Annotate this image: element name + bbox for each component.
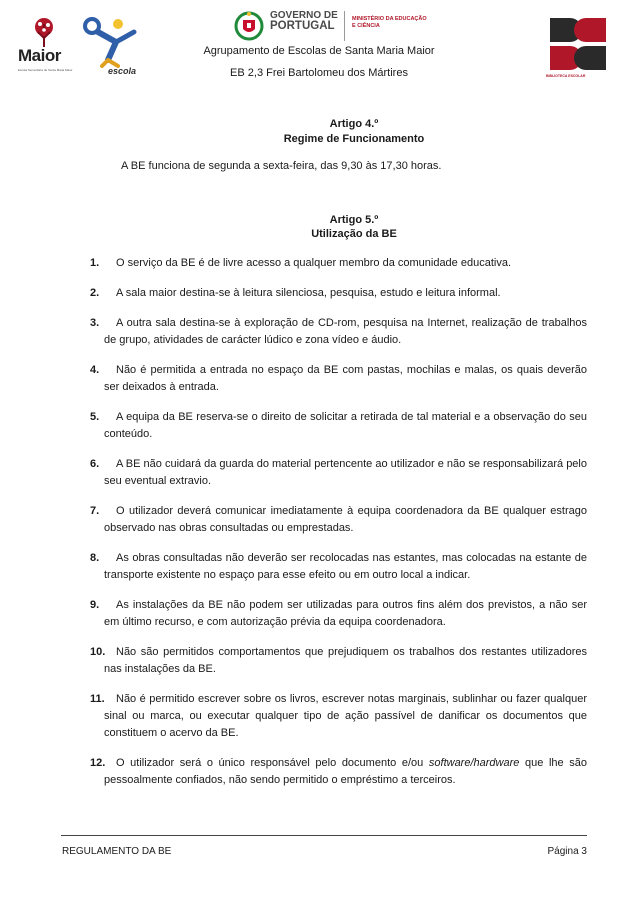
maior-logo-subtext: Escola Secundária de Santa Maria Maior [18, 68, 73, 72]
footer-document-title: REGULAMENTO DA BE [62, 846, 172, 857]
list-item [90, 285, 587, 302]
tree-icon [24, 16, 64, 48]
list-item-text: A equipa da BE reserva-se o direito de solicitar a retirada de tal material e a observação do seu conteúdo. [104, 411, 587, 440]
list-item-text-after: que lhe são pessoalmente confiados, não sendo permitido o empréstimo a terceiros. [104, 757, 588, 786]
list-item-text: Não é permitido escrever sobre os livros, escrever notas marginais, sublinhar ou fazer qualquer sinal ou marca, ou executar qualquer tipo de ação passível de danificar os documentos que constituem o acervo da BE. [104, 693, 587, 739]
list-item-number: 11. [90, 693, 105, 705]
article4-title: Regime de Funcionamento [283, 133, 425, 145]
list-item-text-before: O utilizador será o único responsável pelo documento e/ou [116, 757, 429, 769]
list-item-number: 1. [90, 257, 100, 269]
gov-divider [344, 11, 345, 41]
list-item [90, 550, 587, 584]
portugal-shield-icon [232, 11, 266, 41]
list-item-text: A outra sala destina-se à exploração de CD-rom, pesquisa na Internet, realização de trabalhos de grupo, atividades de carácter lúdico e zona vídeo e áudio. [104, 317, 587, 346]
be-blocks-icon [548, 16, 608, 72]
list-item [90, 315, 587, 349]
escola-logo-text: escola [108, 66, 137, 76]
article4-text: A BE funciona de segunda a sexta-feira, das 9,30 às 17,30 horas. [121, 160, 442, 172]
gov-line1: GOVERNO DE [270, 10, 338, 21]
list-item-text [90, 755, 587, 789]
list-item-number: 8. [90, 552, 100, 564]
list-item-text-italic: software/hardware [428, 757, 520, 769]
list-item-number: 4. [90, 364, 100, 376]
maior-logo-text: Maior [18, 46, 61, 65]
list-item-number: 7. [90, 505, 100, 517]
header-school-name: EB 2,3 Frei Bartolomeu dos Mártires [230, 67, 408, 79]
governo-text [270, 10, 338, 32]
ministry-text [352, 16, 427, 29]
list-item-number: 9. [90, 599, 100, 611]
list-item [90, 409, 587, 443]
be-logo-subtext: BIBLIOTECA ESCOLAR [546, 74, 586, 78]
list-item [90, 362, 587, 396]
list-item-text: As obras consultadas não deverão ser recolocadas nas estantes, mas colocadas na estante de transporte existente no espaço para esse efeito ou em outro local a indicar. [104, 552, 587, 581]
list-item-text: A BE não cuidará da guarda do material pertencente ao utilizador e não se responsabilizará pelo seu eventual extravio. [104, 458, 587, 487]
list-item [90, 456, 587, 490]
header-school-group: Agrupamento de Escolas de Santa Maria Maior [203, 45, 435, 57]
list-item-number: 12. [90, 757, 106, 769]
article5-number: Artigo 5.º [329, 214, 379, 226]
list-item-text: Não é permitida a entrada no espaço da BE com pastas, mochilas e malas, os quais deverão ser deixados à entrada. [104, 364, 587, 393]
list-item-number: 6. [90, 458, 100, 470]
footer-page-number: Página 3 [547, 846, 587, 857]
list-item-text: Não são permitidos comportamentos que prejudiquem os trabalhos dos restantes utilizadores nas instalações da BE. [104, 646, 587, 675]
article4-number: Artigo 4.º [329, 118, 379, 130]
list-item [90, 503, 587, 537]
list-item [90, 597, 587, 631]
list-item [90, 255, 587, 272]
list-item-text: O utilizador deverá comunicar imediatamente à equipa coordenadora da BE qualquer estrago observado nas obras consultadas ou emprestadas. [104, 505, 587, 534]
list-item-number: 2. [90, 287, 100, 299]
footer-divider [61, 835, 587, 836]
list-item-number: 10. [90, 646, 106, 658]
governo-portugal-logo [232, 9, 432, 43]
list-item [90, 691, 587, 742]
article5-title: Utilização da BE [311, 228, 397, 240]
ministry-line1: MINISTÉRIO DA EDUCAÇÃO [352, 16, 427, 22]
gov-line2: PORTUGAL [270, 20, 335, 32]
student-figure-icon [78, 12, 148, 68]
list-item-text: As instalações da BE não podem ser utilizadas para outros fins além dos previstos, a não ser em último recurso, e com autorização prévia da equipa coordenadora. [104, 599, 587, 628]
list-item-number: 5. [90, 411, 100, 423]
list-item-number: 3. [90, 317, 100, 329]
list-item [90, 644, 587, 678]
list-item-text: O serviço da BE é de livre acesso a qualquer membro da comunidade educativa. [116, 257, 511, 269]
ministry-line2: E CIÊNCIA [352, 22, 380, 29]
list-item-text: A sala maior destina-se à leitura silenciosa, pesquisa, estudo e leitura informal. [116, 287, 501, 299]
list-item [90, 755, 587, 789]
